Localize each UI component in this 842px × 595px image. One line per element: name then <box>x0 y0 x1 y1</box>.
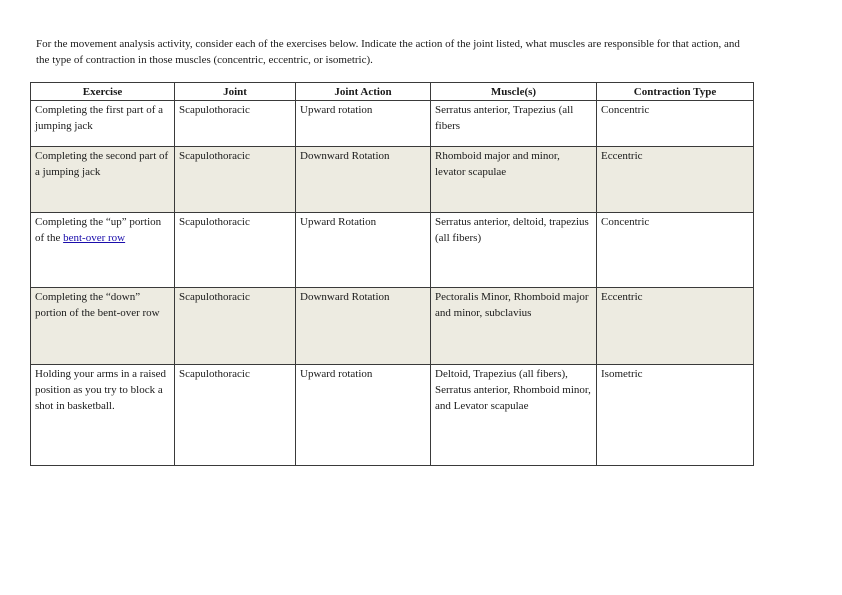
table-header-row <box>31 83 754 101</box>
cell-muscles: Rhomboid major and minor, levator scapulae <box>431 147 597 213</box>
cell-joint: Scapulothoracic <box>175 101 296 147</box>
table-row <box>31 365 754 466</box>
cell-contraction-type: Concentric <box>597 101 754 147</box>
cell-muscles: Deltoid, Trapezius (all fibers), Serratus anterior, Rhomboid minor, and Levator scapulae <box>431 365 597 466</box>
cell-exercise: Holding your arms in a raised position as you try to block a shot in basketball. <box>31 365 175 466</box>
cell-joint: Scapulothoracic <box>175 288 296 365</box>
header-joint-action: Joint Action <box>296 83 431 101</box>
cell-joint-action: Upward rotation <box>296 365 431 466</box>
cell-contraction-type: Eccentric <box>597 147 754 213</box>
header-contraction-type: Contraction Type <box>597 83 754 101</box>
cell-joint-action: Upward Rotation <box>296 213 431 288</box>
cell-joint-action: Downward Rotation <box>296 288 431 365</box>
cell-exercise: Completing the “down” portion of the bent-over row <box>31 288 175 365</box>
cell-joint: Scapulothoracic <box>175 213 296 288</box>
cell-joint-action: Downward Rotation <box>296 147 431 213</box>
table-row <box>31 213 754 288</box>
cell-contraction-type: Isometric <box>597 365 754 466</box>
table-row <box>31 288 754 365</box>
cell-muscles: Serratus anterior, Trapezius (all fibers <box>431 101 597 147</box>
cell-exercise: Completing the first part of a jumping jack <box>31 101 175 147</box>
cell-exercise: Completing the second part of a jumping jack <box>31 147 175 213</box>
header-muscles: Muscle(s) <box>431 83 597 101</box>
exercise-text: Completing the “up” portion of the <box>35 216 162 244</box>
cell-muscles: Serratus anterior, deltoid, trapezius (all fibers) <box>431 213 597 288</box>
cell-exercise <box>31 213 175 288</box>
exercise-table <box>30 82 754 466</box>
cell-muscles: Pectoralis Minor, Rhomboid major and minor, subclavius <box>431 288 597 365</box>
header-joint: Joint <box>175 83 296 101</box>
cell-joint-action: Upward rotation <box>296 101 431 147</box>
header-exercise: Exercise <box>31 83 175 101</box>
cell-joint: Scapulothoracic <box>175 365 296 466</box>
table-row <box>31 147 754 213</box>
cell-contraction-type: Concentric <box>597 213 754 288</box>
table-row <box>31 101 754 147</box>
bent-over-row-link[interactable]: bent-over row <box>63 232 126 244</box>
intro-paragraph: For the movement analysis activity, consider each of the exercises below. Indicate the action of the joint listed, what muscles are responsible for that action, and the type of contraction in those muscles (concentric, eccentric, or isometric). <box>36 38 740 66</box>
cell-contraction-type: Eccentric <box>597 288 754 365</box>
cell-joint: Scapulothoracic <box>175 147 296 213</box>
